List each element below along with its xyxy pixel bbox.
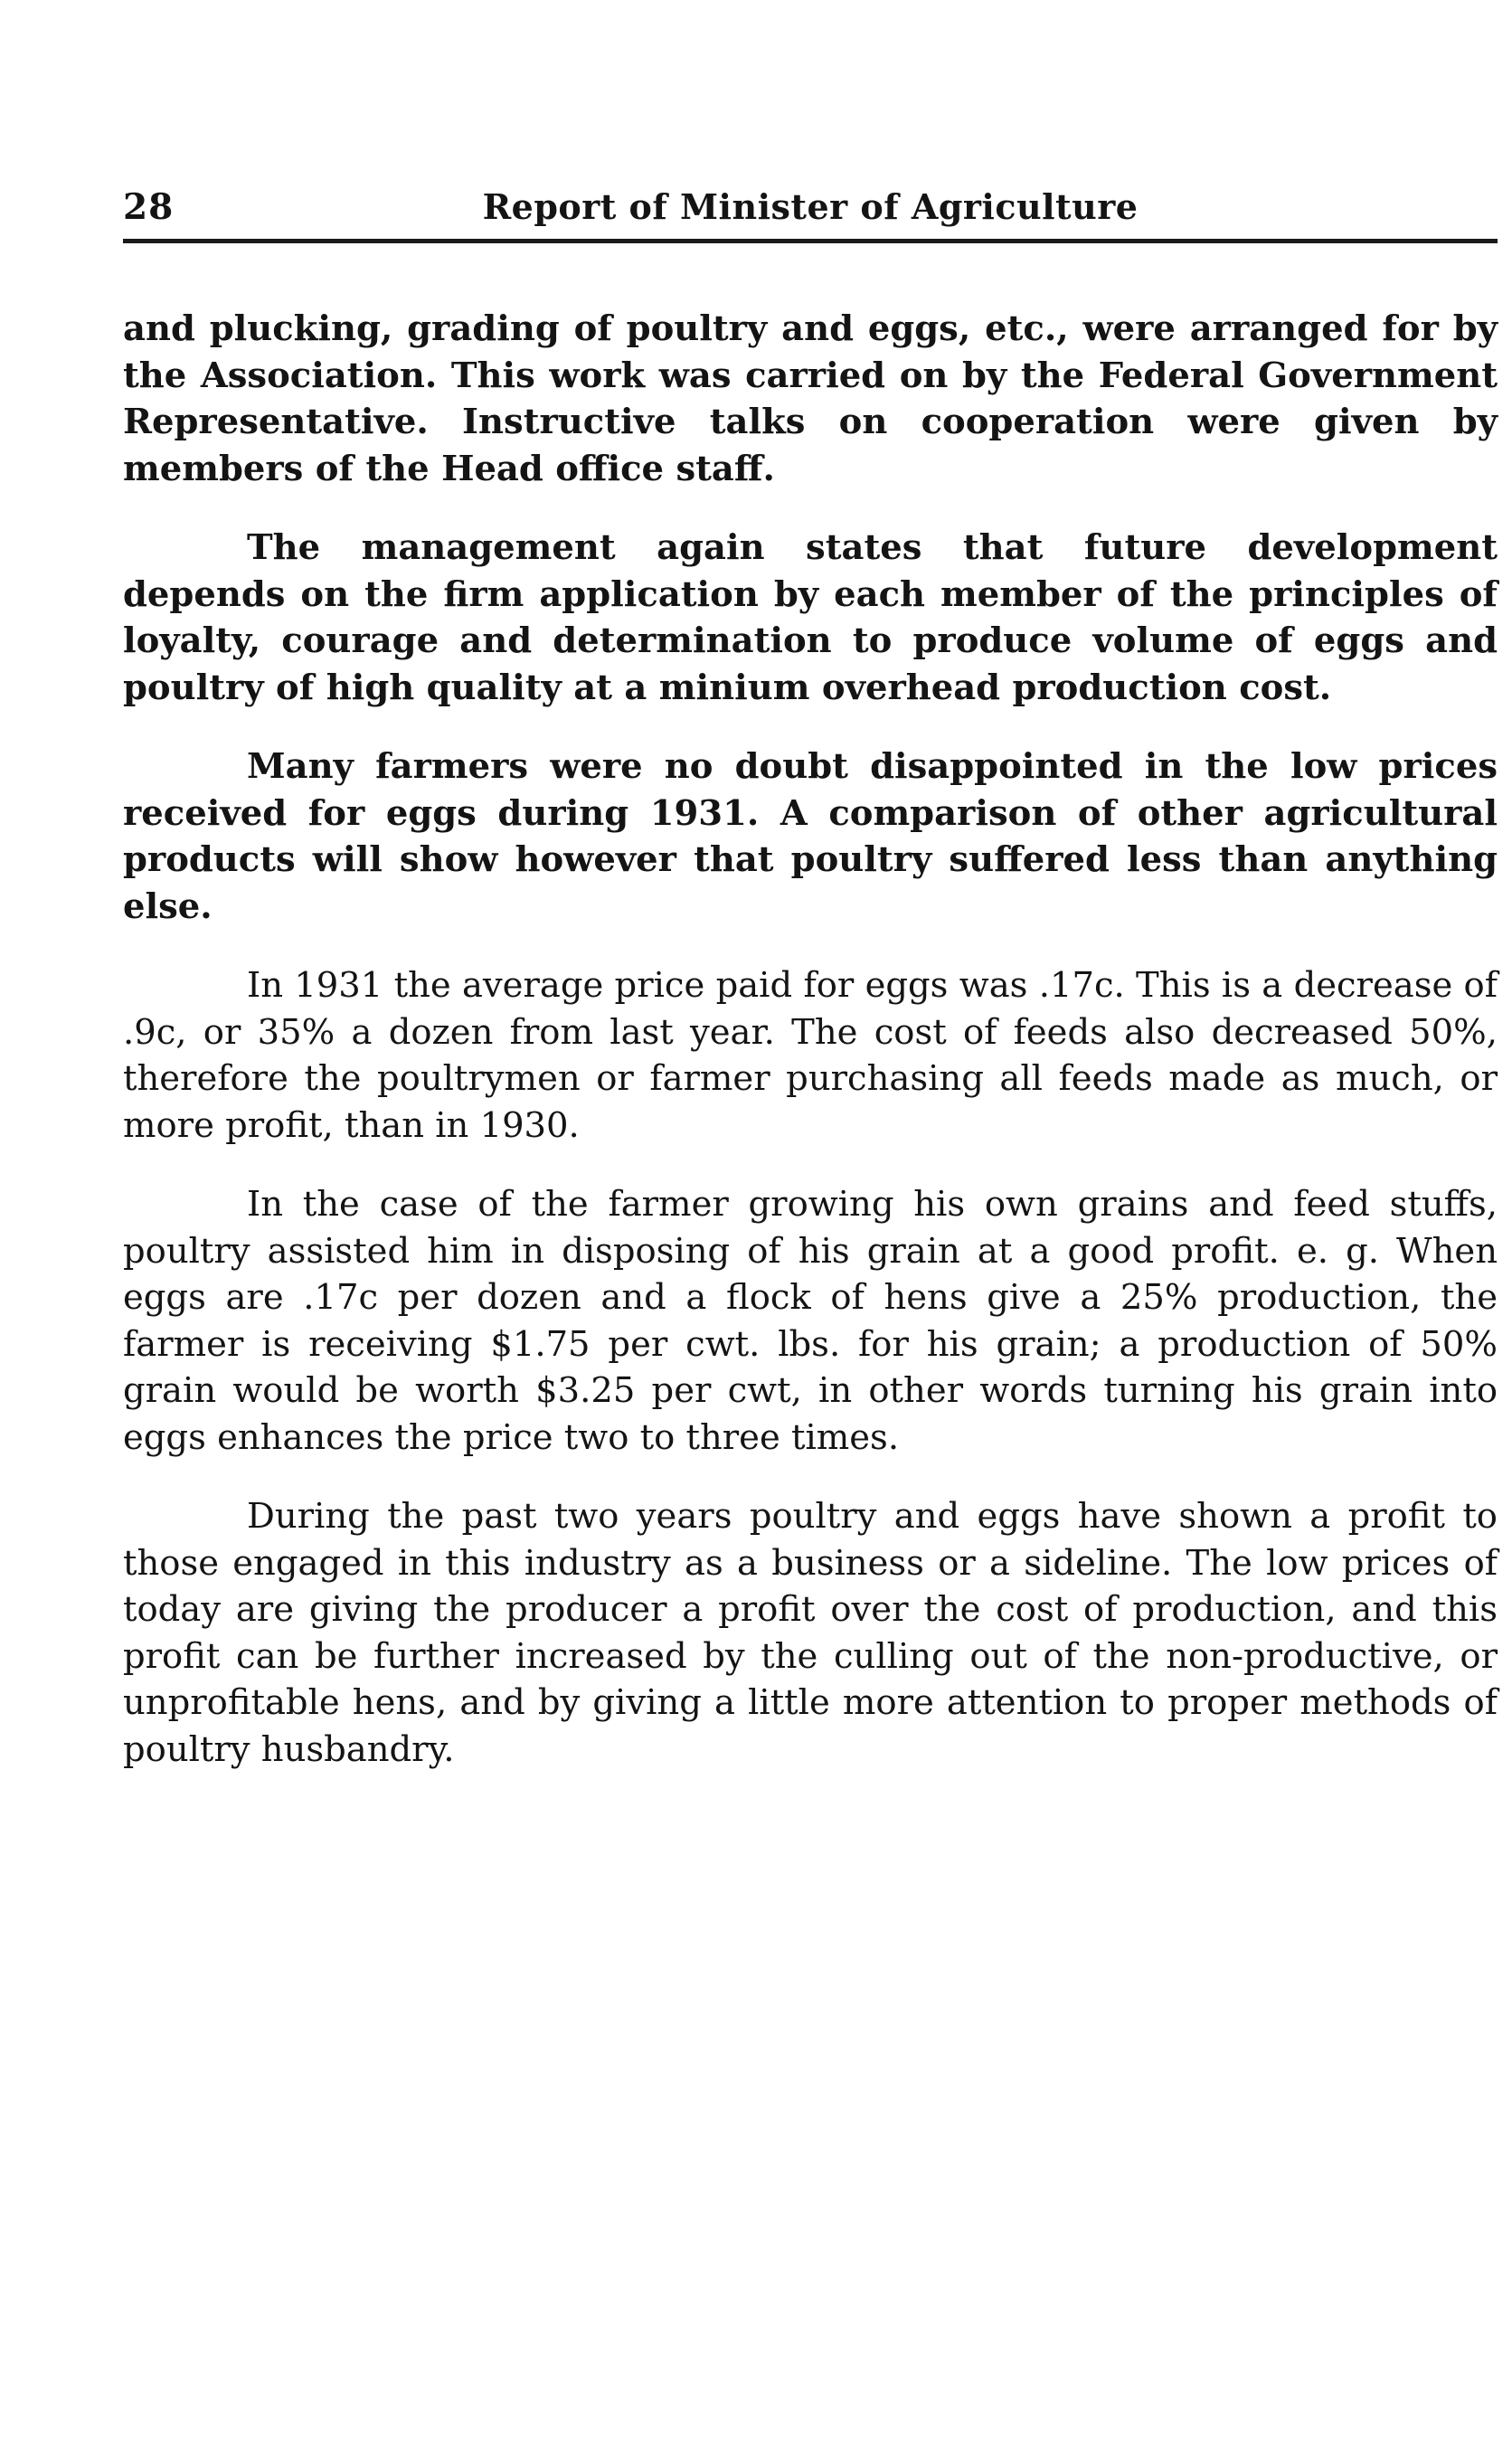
paragraph-management: The management again states that future development depends on the firm application by each member of the principles of loyalty, courage and determination to produce volume of eggs and poultry of high quality at a minium overhead production cost. [123,527,1498,708]
paragraph-1931-prices: In 1931 the average price paid for eggs was .17c. This is a decrease of .9c, or 35% a dozen from last year. The cost of feeds also decreased 50%, therefore the poultrymen or farmer purchasing all feeds made as much, or more profit, than in 1930. [123,965,1498,1146]
body-text [123,306,1498,1805]
running-title: Report of Minister of Agriculture [482,186,1139,227]
paragraph-low-prices: Many farmers were no doubt disappointed in the low prices received for eggs during 1931. A comparison of other agricultural products will show however that poultry suffered less than anything else. [123,746,1498,927]
paragraph-own-grains: In the case of the farmer growing his own grains and feed stuffs, poultry assisted him in disposing of his grain at a good profit. e. g. When eggs are .17c per dozen and a flock of hens give a 25% production, the farmer is receiving $1.75 per cwt. lbs. for his grain; a production of 50% grain would be worth $3.25 per cwt, in other words turning his grain into eggs enhances the price two to three times. [123,1184,1498,1458]
paragraph-past-two-years: During the past two years poultry and eggs have shown a profit to those engaged in this industry as a business or a sideline. The low prices of today are giving the producer a profit over the cost of production, and this profit can be further increased by the culling out of the non-productive, or unprofitable hens, and by giving a little more attention to proper methods of poultry husbandry. [123,1496,1498,1770]
paragraph-continued: and plucking, grading of poultry and eggs, etc., were arranged for by the Association. This work was carried on by the Federal Government Representative. Instructive talks on cooperation were given by members of the Head office staff. [123,308,1498,489]
page-number: 28 [123,186,175,228]
running-header [123,181,1498,243]
